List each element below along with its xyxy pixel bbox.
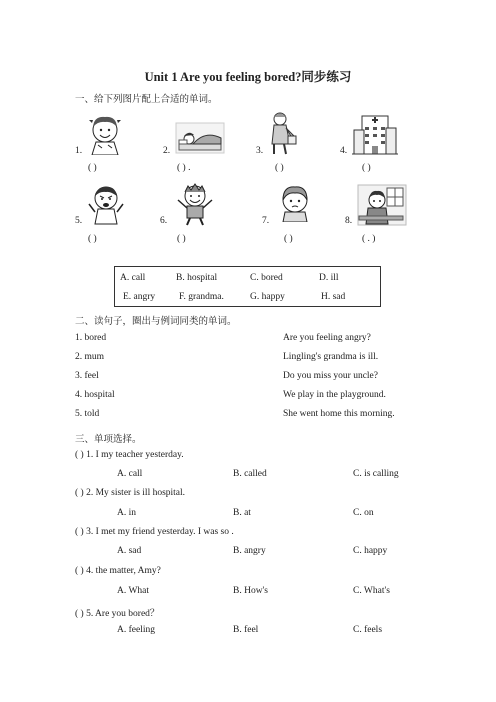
option: A. call	[120, 273, 146, 283]
bored-boy-icon	[357, 184, 407, 226]
choice-c: C. on	[353, 508, 374, 518]
happy-boy-icon	[175, 182, 215, 226]
choice-b: B. feel	[233, 625, 259, 635]
option: D. ill	[319, 273, 339, 283]
item-blank: ( )	[88, 234, 97, 244]
option: E. angry	[123, 292, 156, 302]
choice-a: A. What	[117, 586, 150, 596]
sentence: Are you feeling angry?	[283, 333, 371, 343]
sentence: She went home this morning.	[283, 409, 395, 419]
item-blank: ( . )	[362, 234, 376, 244]
item-number: 4.	[340, 146, 348, 156]
choice-b: B. How's	[233, 586, 268, 596]
item-blank: ( )	[362, 163, 371, 173]
item-blank: ( ) .	[177, 163, 191, 173]
item-number: 6.	[160, 216, 168, 226]
section2-heading: 二、读句子，圈出与例词同类的单词。	[75, 317, 237, 327]
example-word: 5. told	[75, 409, 100, 419]
question: ( ) 3. I met my friend yesterday. I was so .	[75, 527, 234, 537]
question: ( ) 5. Are you bored？	[75, 609, 160, 619]
sentence: We play in the playground.	[283, 390, 386, 400]
example-word: 3. feel	[75, 371, 99, 381]
choice-b: B. at	[233, 508, 251, 518]
hospital-building-icon	[352, 110, 398, 156]
sick-person-in-bed-icon	[175, 122, 225, 154]
option: F. grandma.	[179, 292, 224, 302]
item-blank: ( )	[275, 163, 284, 173]
item-number: 2.	[163, 146, 171, 156]
choice-c: C. feels	[353, 625, 383, 635]
item-blank: ( )	[177, 234, 186, 244]
item-number: 3.	[256, 146, 264, 156]
item-number: 1.	[75, 146, 83, 156]
item-blank: ( )	[88, 163, 97, 173]
choice-a: A. call	[117, 469, 143, 479]
option: B. hospital	[176, 273, 218, 283]
choice-a: A. sad	[117, 546, 142, 556]
choice-c: C. What's	[353, 586, 390, 596]
question: ( ) 2. My sister is ill hospital.	[75, 488, 186, 498]
question: ( ) 4. the matter, Amy?	[75, 566, 161, 576]
section3-heading: 三、单项选择。	[75, 435, 142, 445]
question: ( ) 1. I my teacher yesterday.	[75, 450, 184, 460]
angry-boy-icon	[88, 184, 124, 226]
choice-a: A. feeling	[117, 625, 155, 635]
choice-a: A. in	[117, 508, 136, 518]
item-number: 8.	[345, 216, 353, 226]
section1-heading: 一、给下列图片配上合适的单词。	[75, 95, 218, 105]
girl-smiling-icon	[88, 113, 122, 155]
girl-face-icon	[279, 184, 311, 222]
page-title: Unit 1 Are you feeling bored?同步练习	[144, 70, 352, 84]
sentence: Lingling's grandma is ill.	[283, 352, 379, 362]
option: C. bored	[250, 273, 283, 283]
choice-c: C. happy	[353, 546, 388, 556]
sentence: Do you miss your uncle?	[283, 371, 378, 381]
option: H. sad	[321, 292, 346, 302]
grandma-icon	[264, 110, 298, 156]
example-word: 1. bored	[75, 333, 107, 343]
word-options-box	[114, 266, 381, 307]
example-word: 2. mum	[75, 352, 105, 362]
option: G. happy	[250, 292, 285, 302]
choice-b: B. called	[233, 469, 267, 479]
choice-c: C. is calling	[353, 469, 399, 479]
example-word: 4. hospital	[75, 390, 115, 400]
item-blank: ( )	[284, 234, 293, 244]
choice-b: B. angry	[233, 546, 266, 556]
item-number: 7.	[262, 216, 270, 226]
item-number: 5.	[75, 216, 83, 226]
